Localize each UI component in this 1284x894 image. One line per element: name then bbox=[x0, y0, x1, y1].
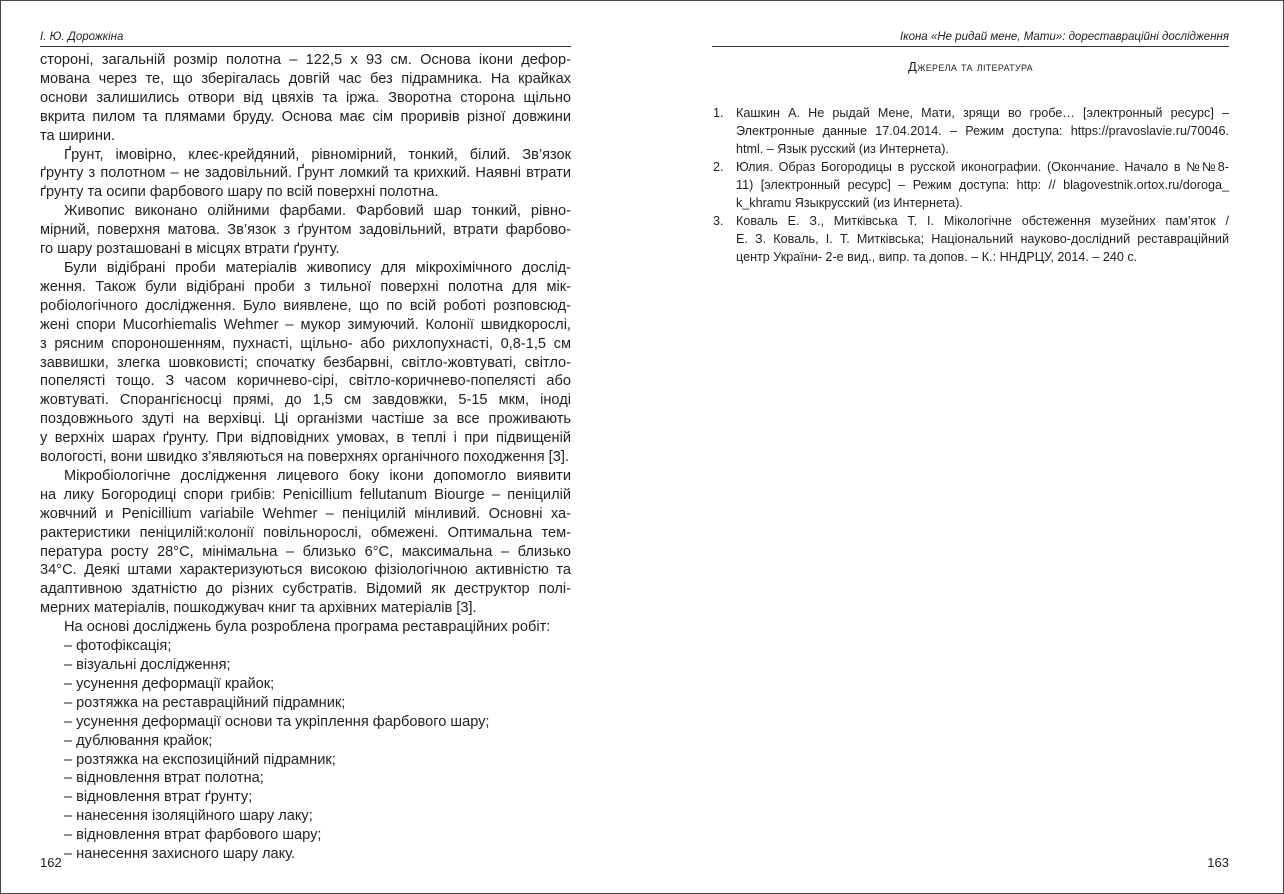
text-line: мерних матеріалів, пошкоджувач книг та архівних матеріалів [3]. bbox=[40, 600, 477, 617]
paragraph bbox=[40, 467, 571, 618]
paragraph bbox=[40, 51, 571, 146]
list-item: – відновлення втрат ґрунту; bbox=[64, 789, 253, 806]
text-line: у верхніх шарах ґрунту. При відповідних умовах, в теплі і при підвищеній bbox=[40, 430, 571, 447]
text-line: та ширини. bbox=[40, 127, 116, 144]
text-line: Живопис виконано олійними фарбами. Фарбовий шар тонкий, рівно- bbox=[64, 203, 571, 220]
list-item: – нанесення ізоляційного шару лаку; bbox=[64, 808, 313, 825]
text-line: 11) [электронный ресурс] – Режим доступа: http: // blagovestnik.ortox.ru/doroga_ bbox=[736, 178, 1229, 192]
text-line: жені спори Mucorhiemalis Wehmer – мукор зимуючий. Колонії швидкорослі, bbox=[40, 316, 571, 333]
text-line: На основі досліджень була розроблена програма реставраційних робіт: bbox=[64, 619, 551, 636]
text-line: мована через те, що зберігалась довгій час без підрамника. На крайках bbox=[40, 70, 571, 87]
paragraph bbox=[40, 202, 571, 259]
text-line: рактеристики пеніцилій:колонії повільнорослі, обмежені. Оптимальна тем- bbox=[40, 524, 571, 541]
text-line: html. – Язык русский (из Интернета). bbox=[736, 142, 949, 156]
references-list bbox=[712, 104, 1229, 266]
reference-number: 1. bbox=[713, 106, 724, 120]
text-line: стороні, загальній розмір полотна – 122,5 х 93 см. Основа ікони дефор- bbox=[40, 52, 571, 68]
header-rule bbox=[40, 46, 571, 47]
paragraph bbox=[40, 618, 571, 637]
text-line: Юлия. Образ Богородицы в русской иконографии. (Окончание. Начало в №№8- bbox=[736, 160, 1229, 174]
paragraph bbox=[40, 259, 571, 467]
text-line: попелясті тощо. З часом коричнево-сірі, світло-коричнево-попелясті або bbox=[40, 373, 571, 390]
list-item: – відновлення втрат полотна; bbox=[64, 770, 264, 787]
text-line: k_khramu Языкрусский (из Интернета). bbox=[736, 196, 963, 210]
text-line: Коваль Е. З., Митківська Т. І. Мікологічне обстеження музейних пам’яток / bbox=[736, 214, 1229, 228]
text-line: Е. З. Коваль, І. Т. Митківська; Національний науково-дослідний реставраційний bbox=[736, 232, 1229, 246]
list-item: – дублювання крайок; bbox=[64, 732, 213, 749]
references-heading: Джерела та література bbox=[908, 59, 1033, 74]
list-item: – фотофіксація; bbox=[64, 638, 172, 655]
reference-item bbox=[712, 212, 1229, 266]
text-line: жовтуваті. Спорангієносці прямі, до 1,5 см завдовжки, 5-15 мкм, іноді bbox=[40, 392, 571, 409]
list-item: – нанесення захисного шару лаку. bbox=[64, 846, 296, 863]
restoration-steps-list bbox=[40, 637, 571, 864]
list-item: – візуальні дослідження; bbox=[64, 657, 231, 673]
text-line: Мікробіологічне дослідження лицевого боку ікони допомогло виявити bbox=[64, 467, 571, 484]
list-item: – відновлення втрат фарбового шару; bbox=[64, 827, 322, 844]
text-line: пература росту 28°С, мінімальна – близько 6°С, максимальна – близько bbox=[40, 543, 571, 560]
text-line: Электронные данные 17.04.2014. – Режим доступа: https://pravoslavie.ru/70046. bbox=[736, 124, 1229, 138]
text-line: ження. Також були відібрані проби з тильної поверхні полотна для мік- bbox=[40, 278, 571, 295]
reference-number: 2. bbox=[713, 160, 724, 174]
text-line: ґрунту та осипи фарбового шару по всій поверхні полотна. bbox=[40, 184, 439, 201]
list-item: – усунення деформації основи та укріплення фарбового шару; bbox=[64, 713, 490, 730]
text-line: жовчний и Penicillium variabile Wehmer – пеніцилій мінливий. Основні ха- bbox=[40, 505, 571, 522]
reference-number: 3. bbox=[713, 214, 724, 228]
list-item: – розтяжка на реставраційний підрамник; bbox=[64, 694, 346, 711]
text-line: го шару розташовані в місцях втрати ґрунту. bbox=[40, 241, 340, 258]
list-item: – розтяжка на експозиційний підрамник; bbox=[64, 751, 336, 768]
text-line: вкрита пилом та плямами бруду. Основа має сім проривів різної довжини bbox=[40, 108, 571, 125]
running-head-author: І. Ю. Дорожкіна bbox=[40, 31, 124, 43]
text-line: на лику Богородиці спори грибів: Penicillium fellutanum Biourge – пеніцилій bbox=[40, 486, 571, 503]
text-line: основи залишились отвори від цвяхів та іржа. Зворотна сторона щільно bbox=[40, 89, 571, 106]
page-number: 162 bbox=[40, 855, 62, 870]
text-line: Кашкин А. Не рыдай Мене, Мати, зрящи во гробе… [электронный ресурс] – bbox=[736, 106, 1229, 120]
list-item: – усунення деформації крайок; bbox=[64, 675, 275, 692]
body-text bbox=[40, 51, 571, 864]
text-line: поздовжнього здуті на верхівці. Ці організми частіше за все проживають bbox=[40, 411, 571, 428]
running-head-title: Ікона «Не ридай мене, Мати»: дореставраційні дослідження bbox=[899, 31, 1229, 43]
reference-item bbox=[712, 104, 1229, 158]
text-line: ґрунту з полотном – не задовільний. Ґрунт ломкий та крихкий. Наявні втрати bbox=[40, 165, 571, 182]
text-line: робіологічного дослідження. Було виявлене, що по всій роботі розповсюд- bbox=[40, 297, 571, 314]
page-number: 163 bbox=[1207, 855, 1229, 870]
text-line: 34°С. Деякі штами характеризуються високою фізіологічною активністю та bbox=[40, 562, 571, 579]
text-line: заввишки, злегка шовковисті; спочатку безбарвні, світло-жовтуваті, світло- bbox=[40, 354, 571, 371]
text-line: центр України- 2-е вид., випр. та допов. – К.: ННДРЦУ, 2014. – 240 с. bbox=[736, 250, 1138, 264]
header-rule bbox=[712, 46, 1229, 47]
reference-item bbox=[712, 158, 1229, 212]
text-line: Ґрунт, імовірно, клеє-крейдяний, рівномірний, тонкий, білий. Зв’язок bbox=[64, 146, 571, 163]
paragraph bbox=[40, 146, 571, 203]
text-line: Були відібрані проби матеріалів живопису для мікрохімічного дослід- bbox=[64, 259, 571, 276]
text-line: з рясним спороношенням, пухнасті, щільно- або рихлопухнасті, 0,8-1,5 см bbox=[40, 335, 571, 352]
text-line: адаптивною здатністю до різних субстратів. Відомий як деструктор полі- bbox=[40, 581, 571, 598]
text-line: мірний, поверхня матова. Зв’язок з ґрунтом задовільний, втрати фарбово- bbox=[40, 222, 571, 239]
text-line: вологості, вони швидко з’являються на поверхнях органічного походження [3]. bbox=[40, 449, 569, 466]
